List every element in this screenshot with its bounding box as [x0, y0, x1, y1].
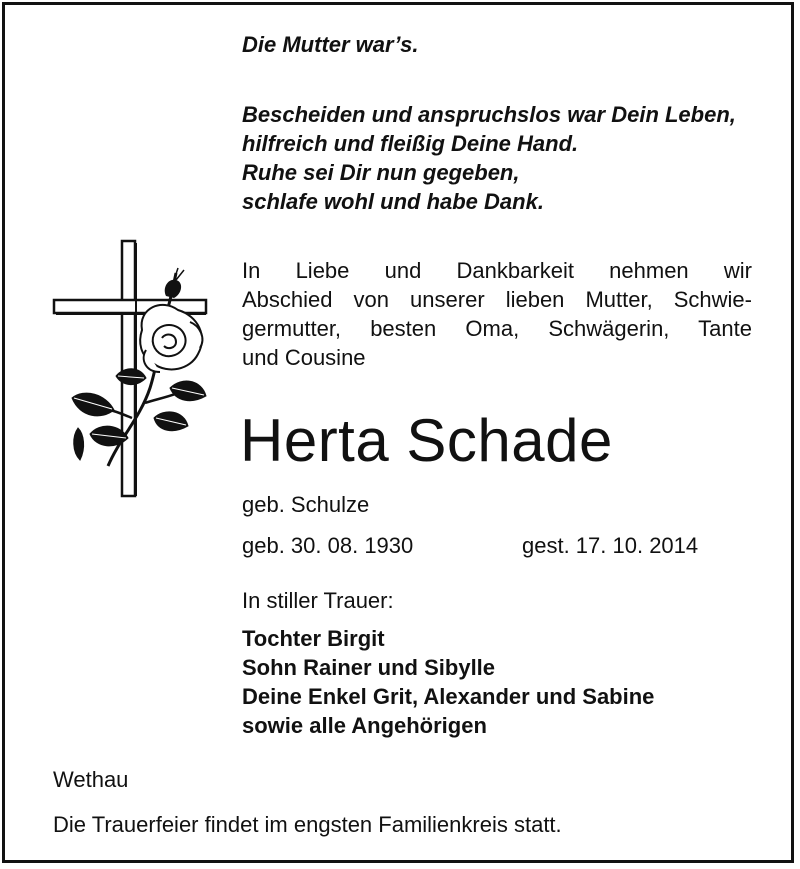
- verse-line: hilfreich und fleißig Deine Hand.: [242, 131, 579, 156]
- intro-line: germutter, besten Oma, Schwägerin, Tante: [242, 316, 752, 341]
- mourner-line: Sohn Rainer und Sibylle: [242, 655, 496, 680]
- verse: [242, 100, 736, 216]
- mourner-line: Deine Enkel Grit, Alexander und Sabine: [242, 684, 655, 709]
- maiden-name: geb. Schulze: [242, 492, 370, 517]
- cross-with-rose-icon: [50, 238, 220, 503]
- death-date: gest. 17. 10. 2014: [522, 533, 699, 558]
- verse-line: Bescheiden und anspruchslos war Dein Leben,: [242, 102, 736, 127]
- verse-line: schlafe wohl und habe Dank.: [242, 189, 544, 214]
- mourner-line: sowie alle Angehörigen: [242, 713, 487, 738]
- mourner-line: Tochter Birgit: [242, 626, 385, 651]
- place: Wethau: [53, 767, 129, 792]
- mourning-label: In stiller Trauer:: [242, 588, 394, 613]
- motto: Die Mutter war’s.: [242, 32, 419, 57]
- verse-line: Ruhe sei Dir nun gegeben,: [242, 160, 520, 185]
- funeral-notice: Die Trauerfeier findet im engsten Familienkreis statt.: [53, 812, 562, 837]
- birth-date: geb. 30. 08. 1930: [242, 533, 414, 558]
- intro-line: Abschied von unserer lieben Mutter, Schwie-: [242, 287, 752, 312]
- deceased-name: Herta Schade: [240, 407, 613, 474]
- farewell-intro: [242, 256, 752, 372]
- mourners-list: [242, 624, 654, 740]
- intro-line: In Liebe und Dankbarkeit nehmen wir: [242, 258, 752, 283]
- intro-line: und Cousine: [242, 345, 366, 370]
